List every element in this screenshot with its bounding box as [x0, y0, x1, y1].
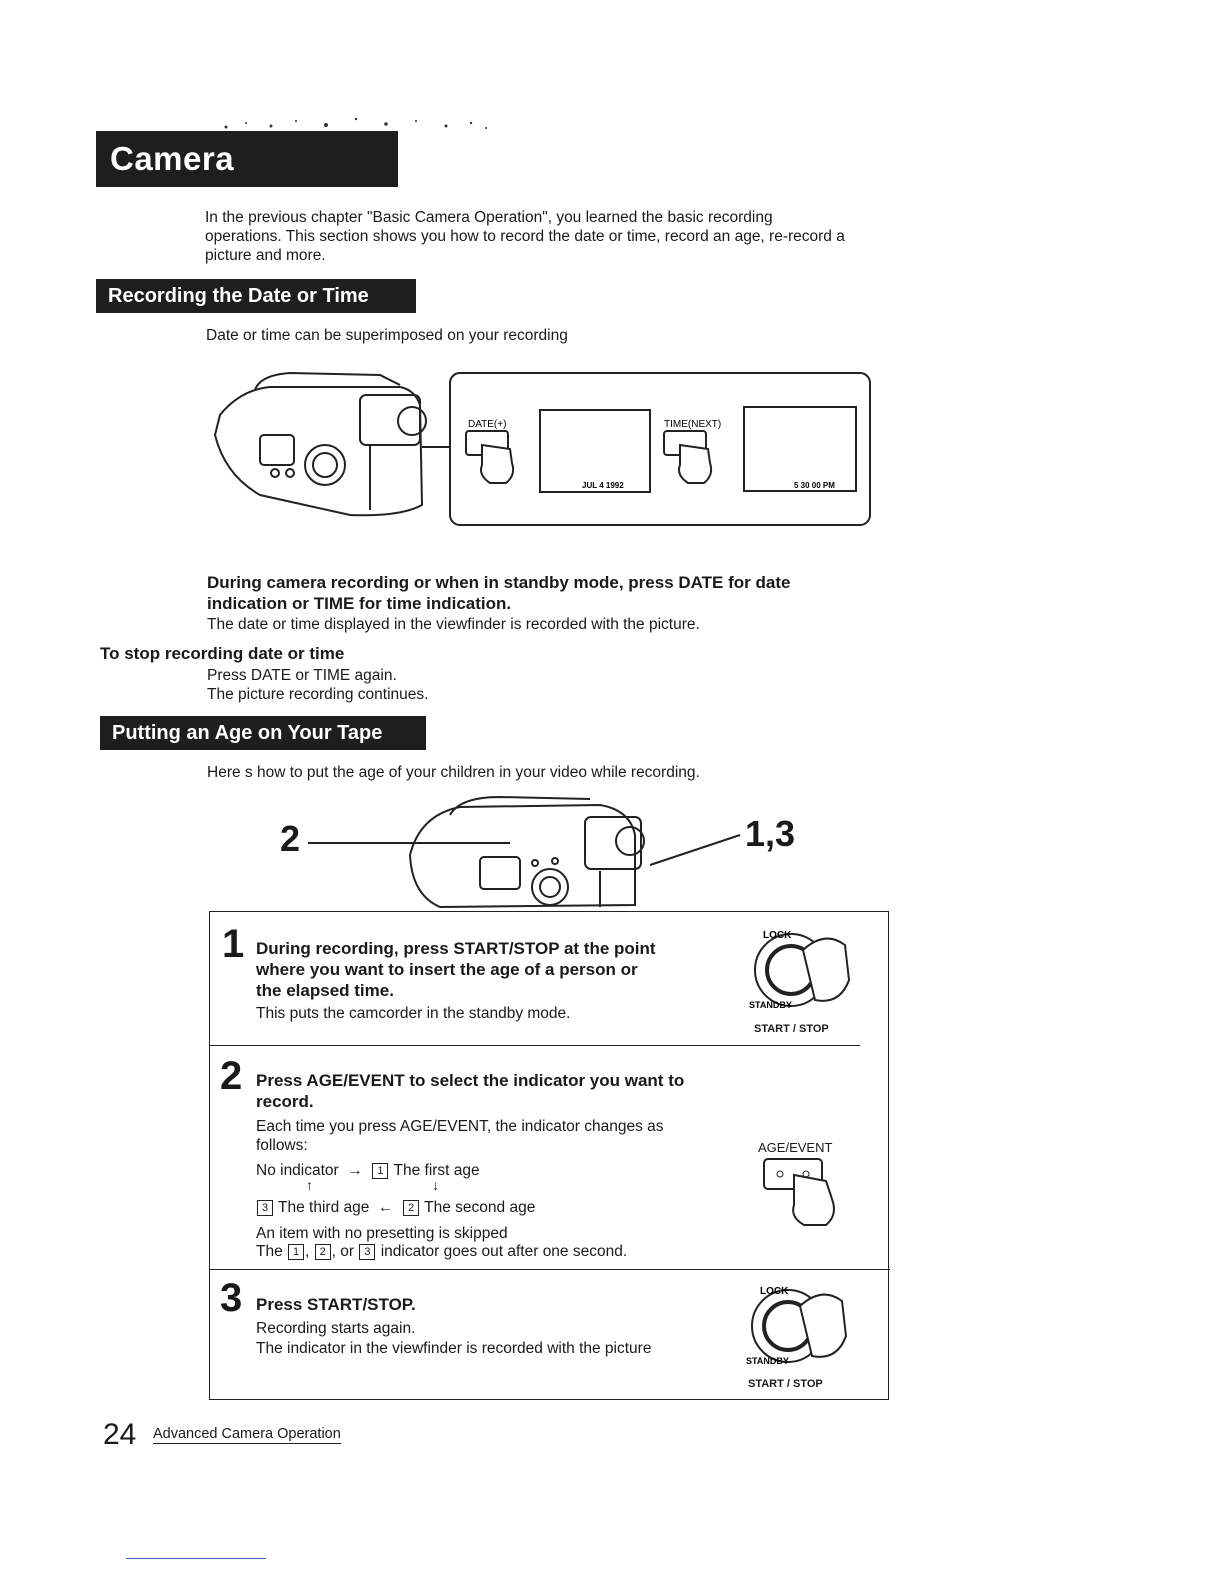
pressing-hand-icon	[793, 1175, 834, 1225]
note2-pre: The	[256, 1243, 283, 1260]
start-stop-dial-icon	[745, 920, 865, 1020]
age-badge-1: 1	[372, 1163, 388, 1179]
stop-line-1: Press DATE or TIME again.	[207, 667, 397, 684]
date-button-label: DATE(+)	[468, 419, 507, 430]
pressing-hand-icon	[679, 445, 711, 483]
dial-lock-text: LOCK	[763, 930, 792, 941]
time-display-text: 5 30 00 PM	[794, 481, 835, 490]
step-2-note-2: The 1 , 2 , or 3 indicator goes out after one second.	[256, 1243, 628, 1260]
note2-post: indicator goes out after one second.	[380, 1243, 628, 1260]
stop-line-2: The picture recording continues.	[207, 686, 429, 703]
date-display-screen	[540, 410, 650, 492]
age-event-label: AGE/EVENT	[758, 1140, 833, 1155]
note2-or: or	[340, 1243, 355, 1260]
age-badge-3: 3	[359, 1244, 375, 1260]
age-badge-2: 2	[403, 1200, 419, 1216]
date-time-heading-text: Recording the Date or Time	[108, 285, 369, 307]
pressing-hand-icon	[800, 1295, 846, 1357]
start-stop-label: START / STOP	[754, 1023, 829, 1035]
age-caption: Here s how to put the age of your children in your video while recording.	[207, 764, 700, 781]
step-1-title: During recording, press START/STOP at the point where you want to insert the age of a person or the elapsed time.	[256, 939, 656, 1000]
start-stop-dial-icon	[742, 1276, 862, 1376]
camcorder-drawing	[215, 373, 450, 515]
step-1-body: This puts the camcorder in the standby mode.	[256, 1005, 571, 1022]
age-heading-text: Putting an Age on Your Tape	[112, 722, 383, 744]
step-1-number: 1	[222, 922, 245, 966]
age-event-button-icon	[760, 1155, 850, 1235]
time-display-screen	[744, 407, 856, 491]
pressing-hand-icon	[803, 939, 849, 1001]
step-3-title: Press START/STOP.	[256, 1295, 416, 1314]
seq-no-indicator: No indicator	[256, 1162, 339, 1179]
dial-lock-text: LOCK	[760, 1286, 789, 1297]
age-badge-1: 1	[288, 1244, 304, 1260]
seq-second-age: The second age	[424, 1199, 536, 1216]
date-time-caption: Date or time can be superimposed on your recording	[206, 327, 568, 344]
section-title: Camera Recording	[110, 140, 278, 233]
age-heading	[100, 716, 426, 750]
date-time-illustration	[200, 365, 880, 535]
date-time-instruction-body: The date or time displayed in the viewfinder is recorded with the picture.	[207, 616, 700, 633]
arrow-up-icon: ↑	[306, 1177, 313, 1193]
page-number: 24	[103, 1418, 137, 1451]
callout-step-2: 2	[280, 818, 301, 859]
time-button-label: TIME(NEXT)	[664, 419, 722, 430]
start-stop-label: START / STOP	[748, 1378, 823, 1390]
camcorder-drawing	[410, 797, 644, 907]
step-3-body-1: Recording starts again.	[256, 1320, 416, 1337]
dial-standby-text: STANDBY	[746, 1356, 789, 1366]
pressing-hand-icon	[481, 445, 513, 483]
callout-steps-1-3: 1,3	[745, 813, 796, 854]
date-display-text: JUL 4 1992	[582, 481, 624, 490]
arrow-right-icon: →	[343, 1162, 368, 1179]
age-badge-2: 2	[315, 1244, 331, 1260]
stop-heading: To stop recording date or time	[100, 644, 345, 663]
intro-paragraph: In the previous chapter "Basic Camera Operation", you learned the basic recording operations. This section shows you how to record the date or time, record an age, re-record a picture and more.	[205, 209, 845, 264]
footer-section-label: Advanced Camera Operation	[153, 1426, 341, 1442]
step-3-body-2: The indicator in the viewfinder is recorded with the picture	[256, 1340, 652, 1357]
step-2-title: Press AGE/EVENT to select the indicator you want to record.	[256, 1071, 685, 1111]
arrow-left-icon: ←	[373, 1199, 398, 1216]
camcorder-callout-illustration	[300, 795, 800, 910]
step-2-body: Each time you press AGE/EVENT, the indicator changes as follows:	[256, 1118, 664, 1154]
arrow-down-icon: ↓	[432, 1177, 439, 1193]
date-time-heading	[96, 279, 416, 313]
step-2-note-1: An item with no presetting is skipped	[256, 1225, 508, 1242]
step-2-number: 2	[220, 1054, 243, 1098]
sequence-row-1	[256, 1161, 480, 1180]
button-panel-frame	[450, 373, 870, 525]
step-3-number: 3	[220, 1276, 243, 1320]
age-badge-3: 3	[257, 1200, 273, 1216]
spray-texture-decoration	[216, 109, 496, 131]
section-title-banner	[96, 131, 398, 233]
dial-standby-text: STANDBY	[749, 1000, 792, 1010]
sequence-row-2	[256, 1198, 535, 1217]
date-time-instruction: During camera recording or when in standby mode, press DATE for date indication or TIME for time indication.	[207, 573, 791, 613]
seq-third-age: The third age	[278, 1199, 370, 1216]
seq-first-age: The first age	[393, 1162, 480, 1179]
bottom-rule	[126, 1558, 266, 1559]
